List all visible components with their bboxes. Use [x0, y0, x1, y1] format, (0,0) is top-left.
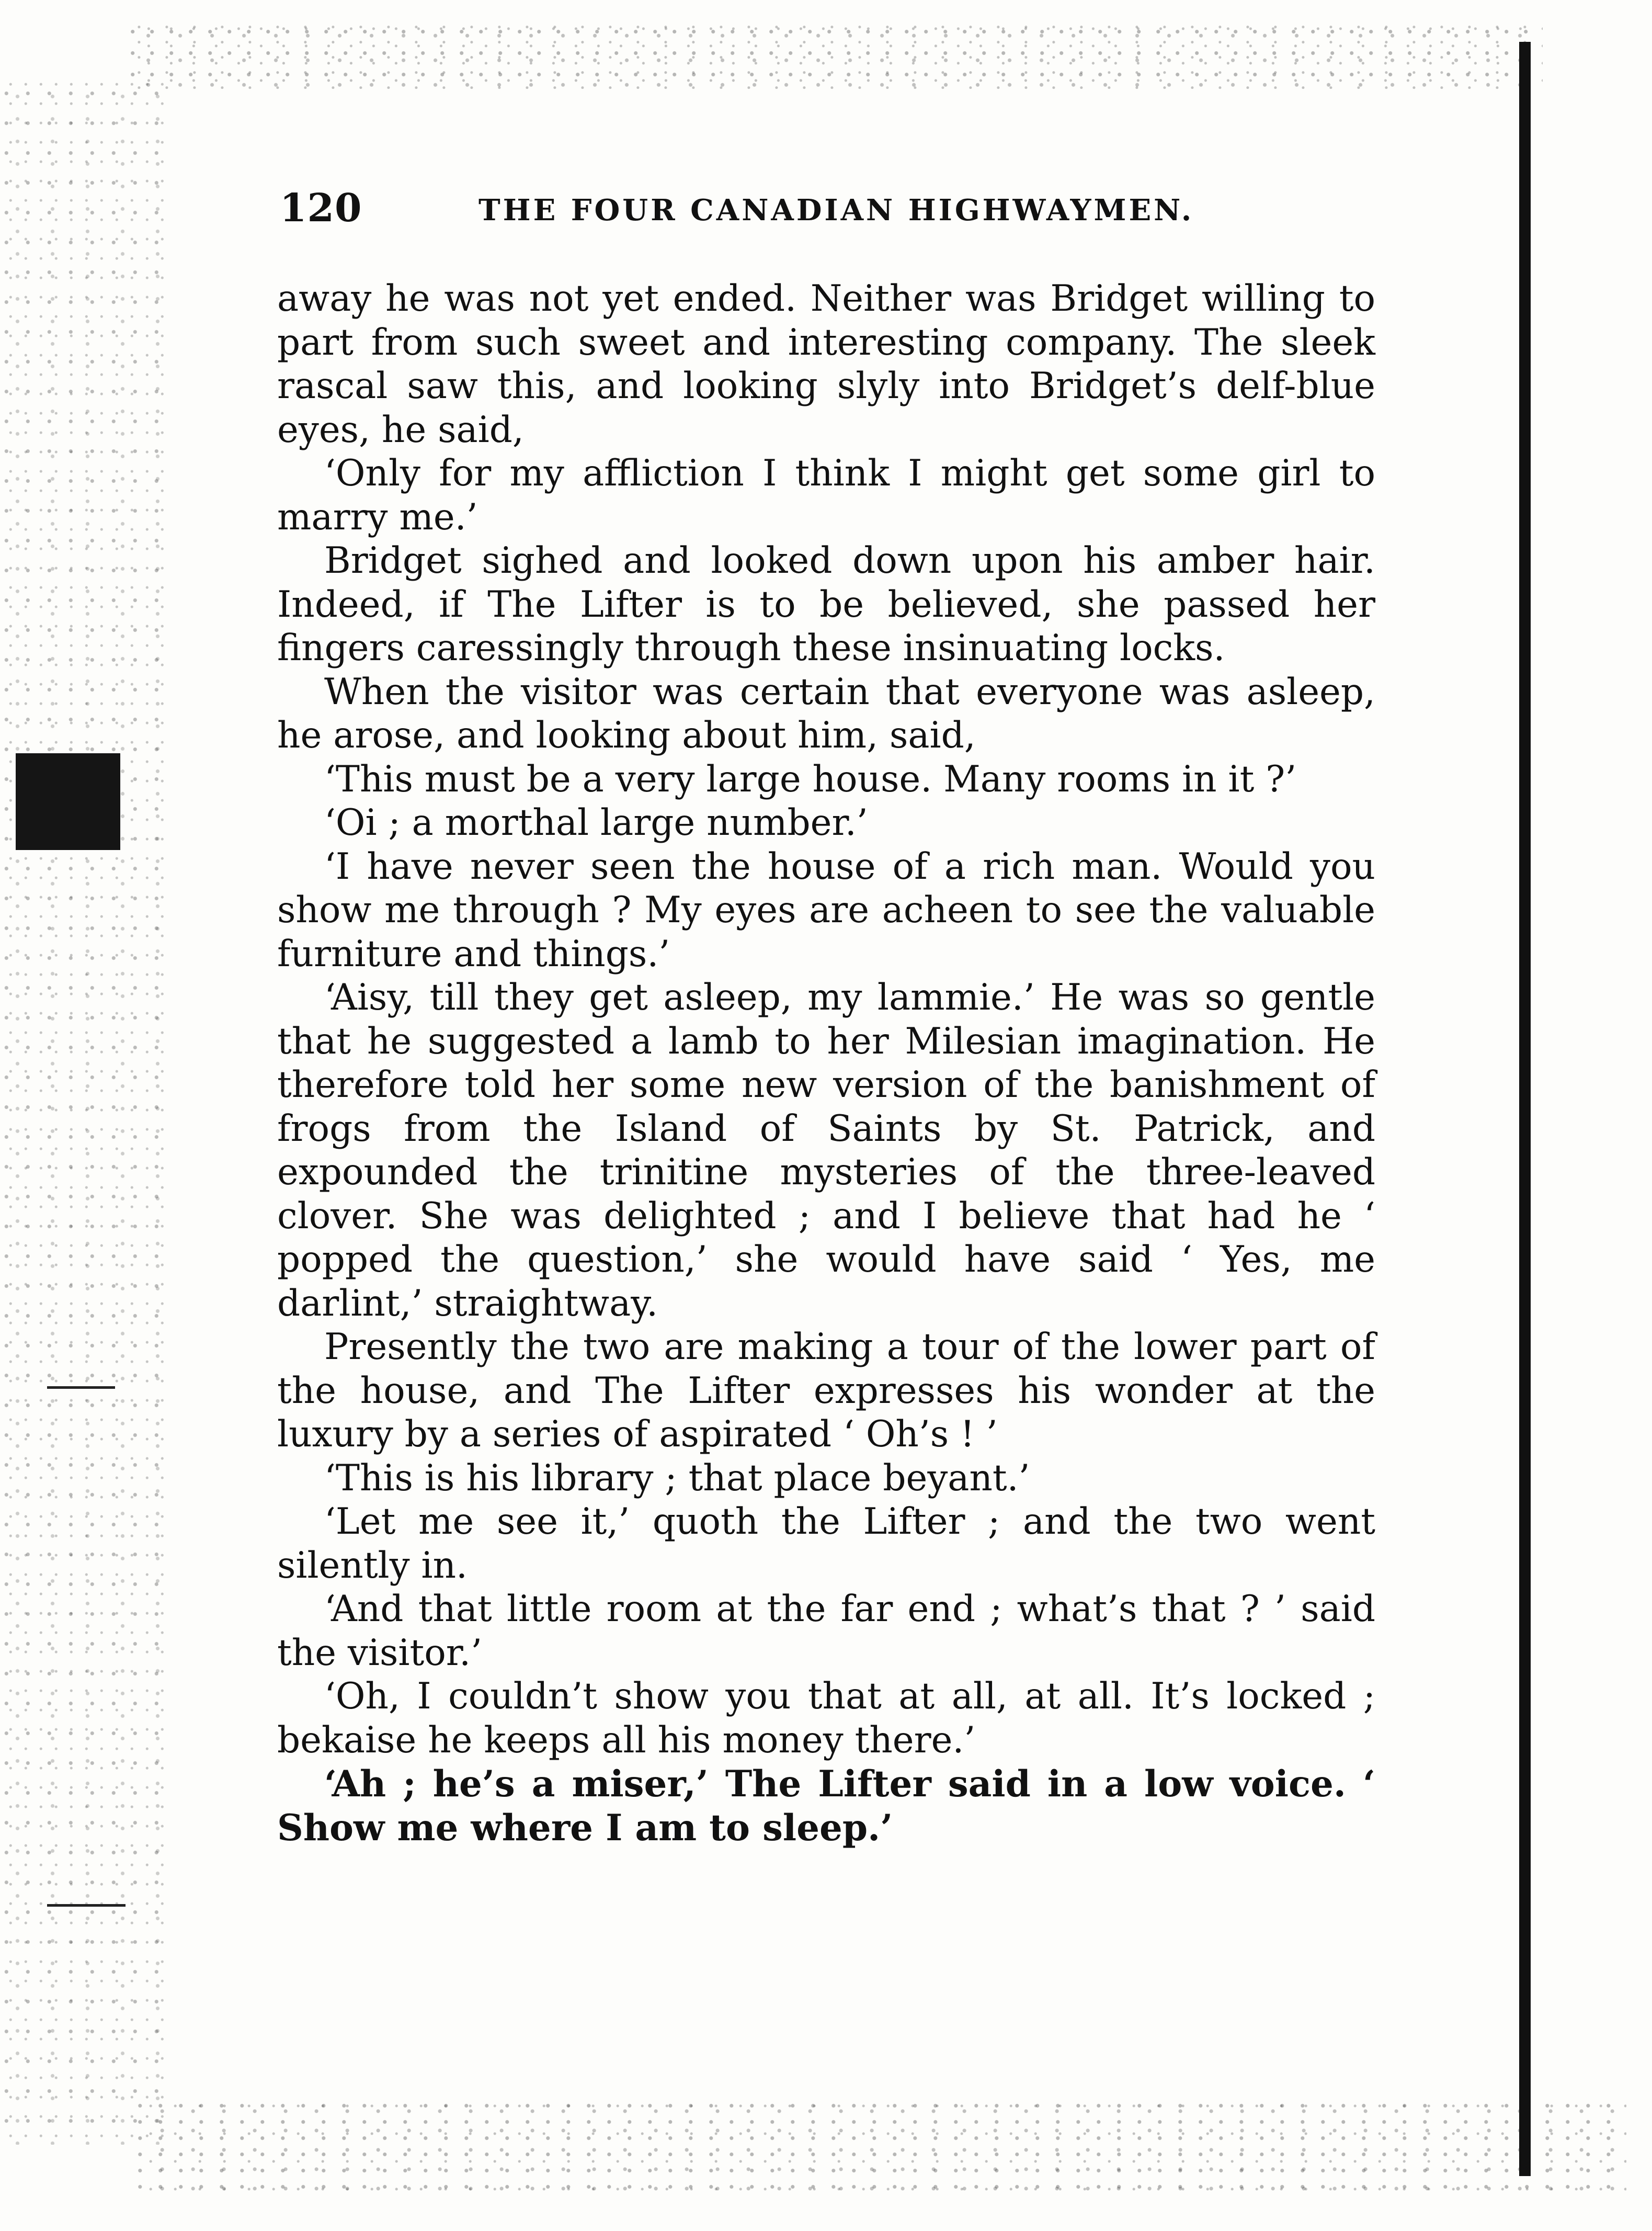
body-text	[277, 277, 1375, 1850]
paragraph: ‘This is his library ; that place beyant.’	[324, 1457, 1030, 1499]
margin-mark	[47, 1904, 126, 1907]
page-number: 120	[280, 186, 362, 231]
paragraph: ‘Oh, I couldn’t show you that at all, at all. It’s locked ; bekaise he keeps all his money there.’	[277, 1675, 1375, 1761]
paragraph: ‘And that little room at the far end ; what’s that ? ’ said the visitor.’	[277, 1588, 1375, 1674]
margin-mark	[47, 1386, 115, 1389]
running-title: THE FOUR CANADIAN HIGHWAYMEN.	[478, 193, 1194, 228]
paragraph: ‘Let me see it,’ quoth the Lifter ; and the two went silently in.	[277, 1501, 1375, 1587]
scan-noise-bottom	[136, 2098, 1626, 2192]
binding-edge-line	[1519, 42, 1531, 2176]
paragraph: ‘Ah ; he’s a miser,’ The Lifter said in a low voice. ‘ Show me where I am to sleep.’	[277, 1763, 1375, 1849]
paragraph: ‘Only for my affliction I think I might get some girl to marry me.’	[277, 452, 1375, 538]
paragraph: ‘I have never seen the house of a rich man. Would you show me through ? My eyes are acheen to see the valuable furniture and things.’	[277, 845, 1375, 975]
paragraph: ‘Aisy, till they get asleep, my lammie.’ He was so gentle that he suggested a lamb to her Milesian imagination. He therefore told her some new version of the banishment of frogs from the Island of Saints by St. Patrick, and expounded the trinitine mysteries of the three-leaved clover. She was delighted ; and I believe that had he ‘ popped the question,’ she would have said ‘ Yes, me darlint,’ straightway.	[277, 977, 1375, 1324]
paragraph: Presently the two are making a tour of the lower part of the house, and The Lifter expresses his wonder at the luxury by a series of aspirated ‘ Oh’s ! ’	[277, 1326, 1375, 1455]
scan-dark-patch	[16, 753, 120, 850]
paragraph: ‘This must be a very large house. Many rooms in it ?’	[324, 758, 1297, 800]
paragraph: away he was not yet ended. Neither was Bridget willing to part from such sweet and interesting company. The sleek rascal saw this, and looking slyly into Bridget’s delf-blue eyes, he said,	[277, 278, 1375, 451]
scan-noise-left	[0, 78, 173, 2145]
scan-noise-top	[131, 21, 1543, 89]
running-head	[280, 186, 1232, 238]
paragraph: Bridget sighed and looked down upon his amber hair. Indeed, if The Lifter is to be believed, she passed her fingers caressingly through these insinuating locks.	[277, 540, 1375, 669]
paragraph: When the visitor was certain that everyone was asleep, he arose, and looking about him, said,	[277, 671, 1375, 756]
paragraph: ‘Oi ; a morthal large number.’	[324, 802, 868, 844]
